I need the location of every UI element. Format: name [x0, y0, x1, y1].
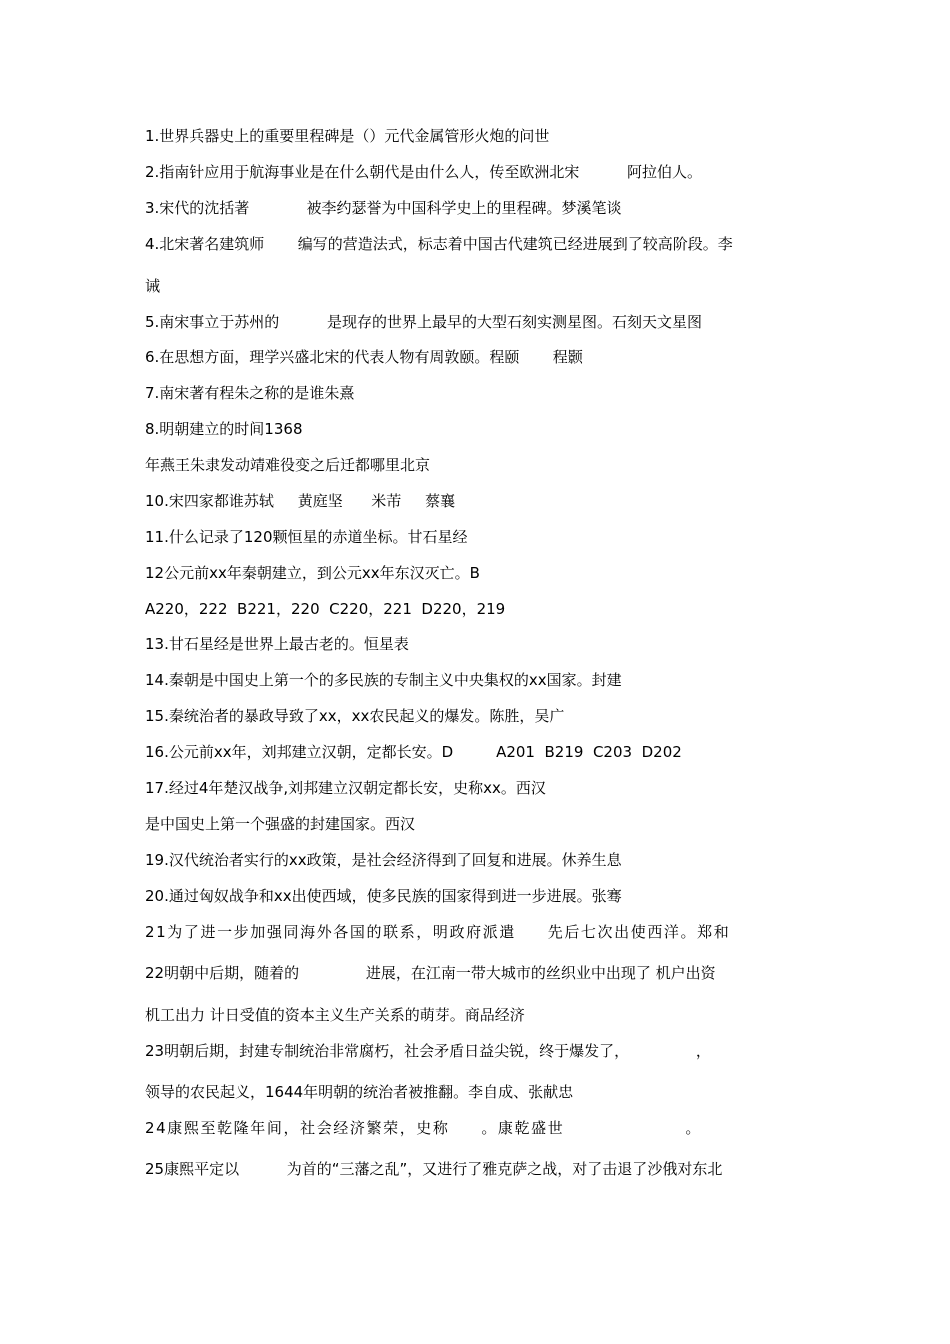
question-line-12: 12公元前xx年秦朝建立，到公元xx年东汉灭亡。B [145, 564, 480, 582]
question-line-4: 4.北宋著名建筑师 编写的营造法式，标志着中国古代建筑已经进展到了较高阶段。李 [145, 235, 733, 253]
question-line-22: 22明朝中后期，随着的 进展，在江南一带大城市的丝织业中出现了 机户出资 [145, 964, 716, 982]
question-line-22-continued: 机工出力 计日受值的资本主义生产关系的萌芽。商品经济 [145, 1006, 525, 1024]
question-line-3: 3.宋代的沈括著 被李约瑟誉为中国科学史上的里程碑。梦溪笔谈 [145, 199, 622, 217]
question-line-5: 5.南宋事立于苏州的 是现存的世界上最早的大型石刻实测星图。石刻天文星图 [145, 313, 702, 331]
question-line-23-continued: 领导的农民起义，1644年明朝的统治者被推翻。李自成、张献忠 [145, 1083, 574, 1101]
question-line-10: 10.宋四家都谁苏轼 黄庭坚 米芾 蔡襄 [145, 492, 456, 510]
question-line-16: 16.公元前xx年，刘邦建立汉朝，定都长安。D A201 B219 C203 D202 [145, 743, 682, 761]
question-line-15: 15.秦统治者的暴政导致了xx，xx农民起义的爆发。陈胜，吴广 [145, 707, 565, 725]
question-line-24: 24康熙至乾隆年间，社会经济繁荣，史称 。康乾盛世 。 [145, 1119, 702, 1137]
question-line-11: 11.什么记录了120颗恒星的赤道坐标。甘石星经 [145, 528, 468, 546]
question-line-4-continued: 诫 [145, 277, 161, 295]
question-line-18: 是中国史上第一个强盛的封建国家。西汉 [145, 815, 416, 833]
question-line-8: 8.明朝建立的时间1368 [145, 420, 303, 438]
question-line-2: 2.指南针应用于航海事业是在什么朝代是由什么人，传至欧洲北宋 阿拉伯人。 [145, 163, 702, 181]
question-line-25: 25康熙平定以 为首的“三藩之乱”，又进行了雅克萨之战，对了击退了沙俄对东北 [145, 1160, 723, 1178]
question-line-13: 13.甘石星经是世界上最古老的。恒星表 [145, 635, 409, 653]
question-line-14: 14.秦朝是中国史上第一个的多民族的专制主义中央集权的xx国家。封建 [145, 671, 622, 689]
question-line-6: 6.在思想方面，理学兴盛北宋的代表人物有周敦颐。程颐 程颢 [145, 348, 583, 366]
question-line-1: 1.世界兵器史上的重要里程碑是（）元代金属管形火炮的问世 [145, 127, 550, 145]
question-line-12-options: A220，222 B221，220 C220，221 D220，219 [145, 600, 506, 618]
question-line-20: 20.通过匈奴战争和xx出使西域，使多民族的国家得到进一步进展。张骞 [145, 887, 622, 905]
question-line-9: 年燕王朱隶发动靖难役变之后迁都哪里北京 [145, 456, 431, 474]
question-line-23: 23明朝后期，封建专制统治非常腐朽，社会矛盾日益尖锐，终于爆发了， ， [145, 1042, 711, 1060]
question-line-19: 19.汉代统治者实行的xx政策，是社会经济得到了回复和进展。休养生息 [145, 851, 622, 869]
question-line-17: 17.经过4年楚汉战争,刘邦建立汉朝定都长安，史称xx。西汉 [145, 779, 546, 797]
question-line-21: 21为了进一步加强同海外各国的联系，明政府派遣 先后七次出使西洋。郑和 [145, 923, 731, 941]
question-line-7: 7.南宋著有程朱之称的是谁朱熹 [145, 384, 355, 402]
